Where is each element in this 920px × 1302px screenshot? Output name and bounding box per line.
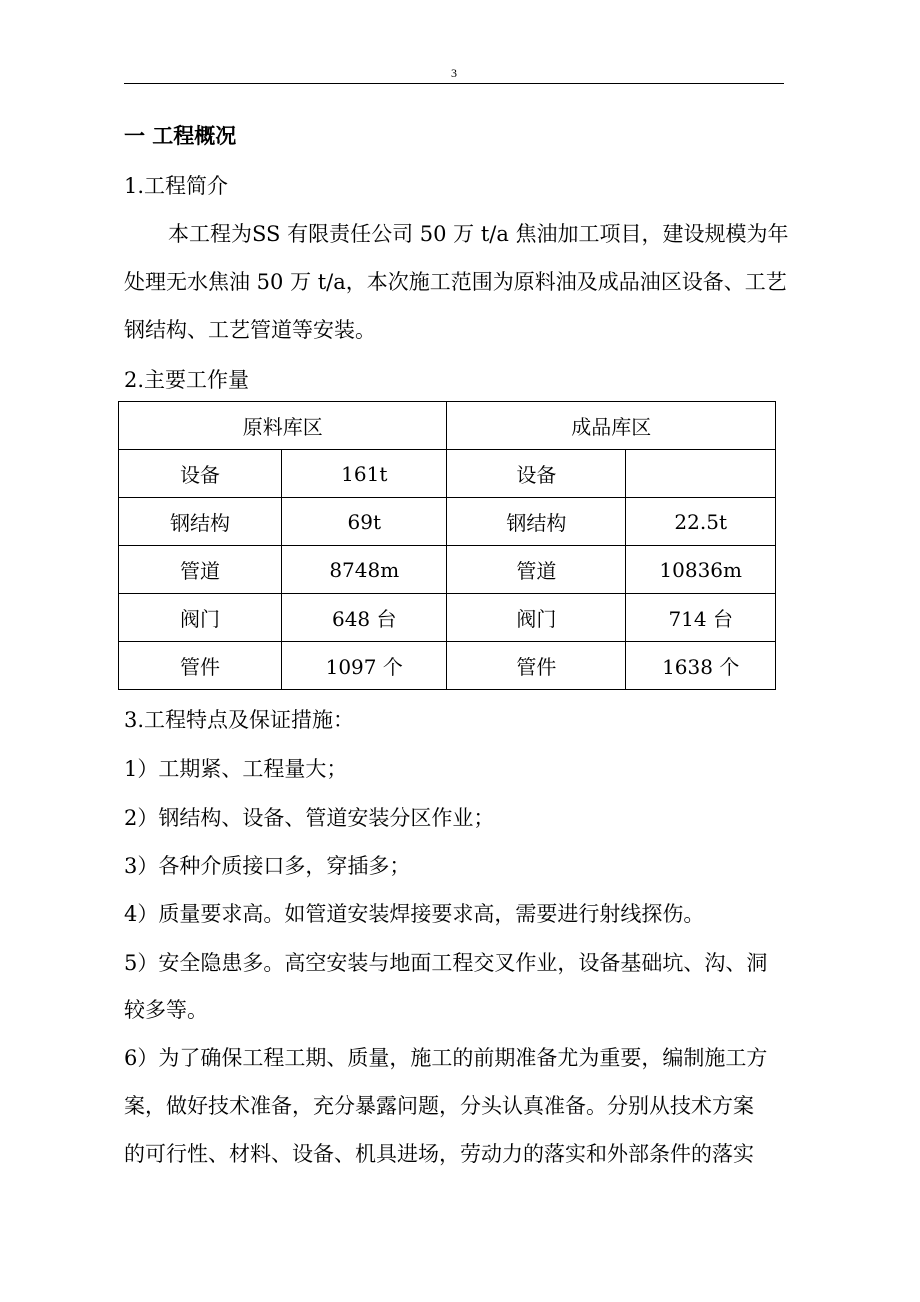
feature-line-3: 3）各种介质接口多，穿插多； — [124, 854, 411, 878]
feature-line-8: 案，做好技术准备，充分暴露问题，分头认真准备。分别从技术方案 — [124, 1094, 754, 1118]
feature-line-1: 1）工期紧、工程量大； — [124, 757, 348, 781]
table-cell: 管件 — [119, 642, 282, 690]
table-cell: 阀门 — [119, 594, 282, 642]
table-header-raw-area: 原料库区 — [119, 402, 447, 450]
table-cell: 管件 — [447, 642, 626, 690]
header-rule — [124, 83, 784, 84]
table-cell: 161t — [282, 450, 447, 498]
table-cell: 22.5t — [626, 498, 776, 546]
table-cell: 714 台 — [626, 594, 776, 642]
table-cell: 阀门 — [447, 594, 626, 642]
table-cell — [626, 450, 776, 498]
table-cell: 钢结构 — [447, 498, 626, 546]
feature-line-5: 5）安全隐患多。高空安装与地面工程交叉作业，设备基础坑、沟、洞 — [124, 951, 768, 975]
feature-line-4: 4）质量要求高。如管道安装焊接要求高，需要进行射线探伤。 — [124, 902, 705, 926]
intro-heading: 1.工程简介 — [124, 174, 229, 198]
table-header-row — [119, 402, 776, 450]
feature-line-7: 6）为了确保工程工期、质量，施工的前期准备尤为重要，编制施工方 — [124, 1046, 768, 1070]
table-header-product-area: 成品库区 — [447, 402, 776, 450]
section-title: 一 工程概况 — [124, 124, 237, 148]
table-cell: 设备 — [447, 450, 626, 498]
intro-line-1: 本工程为SS 有限责任公司 50 万 t/a 焦油加工项目，建设规模为年 — [168, 222, 789, 246]
table-cell: 8748m — [282, 546, 447, 594]
table-cell: 1097 个 — [282, 642, 447, 690]
table-cell: 管道 — [119, 546, 282, 594]
table-cell: 钢结构 — [119, 498, 282, 546]
table-cell: 10836m — [626, 546, 776, 594]
table-row — [119, 642, 776, 690]
workload-table — [118, 401, 776, 690]
table-row — [119, 594, 776, 642]
intro-line-3: 钢结构、工艺管道等安装。 — [124, 318, 376, 342]
table-cell: 设备 — [119, 450, 282, 498]
page-number: 3 — [451, 66, 457, 80]
workload-heading: 2.主要工作量 — [124, 368, 250, 392]
intro-line-2: 处理无水焦油 50 万 t/a，本次施工范围为原料油及成品油区设备、工艺 — [124, 270, 787, 294]
table-cell: 1638 个 — [626, 642, 776, 690]
feature-line-9: 的可行性、材料、设备、机具进场，劳动力的落实和外部条件的落实 — [124, 1142, 754, 1166]
table-row — [119, 450, 776, 498]
feature-line-6: 较多等。 — [124, 998, 208, 1022]
feature-line-2: 2）钢结构、设备、管道安装分区作业； — [124, 806, 495, 830]
table-row — [119, 546, 776, 594]
table-row — [119, 498, 776, 546]
table-cell: 管道 — [447, 546, 626, 594]
table-cell: 69t — [282, 498, 447, 546]
table-cell: 648 台 — [282, 594, 447, 642]
features-heading: 3.工程特点及保证措施： — [124, 708, 355, 732]
